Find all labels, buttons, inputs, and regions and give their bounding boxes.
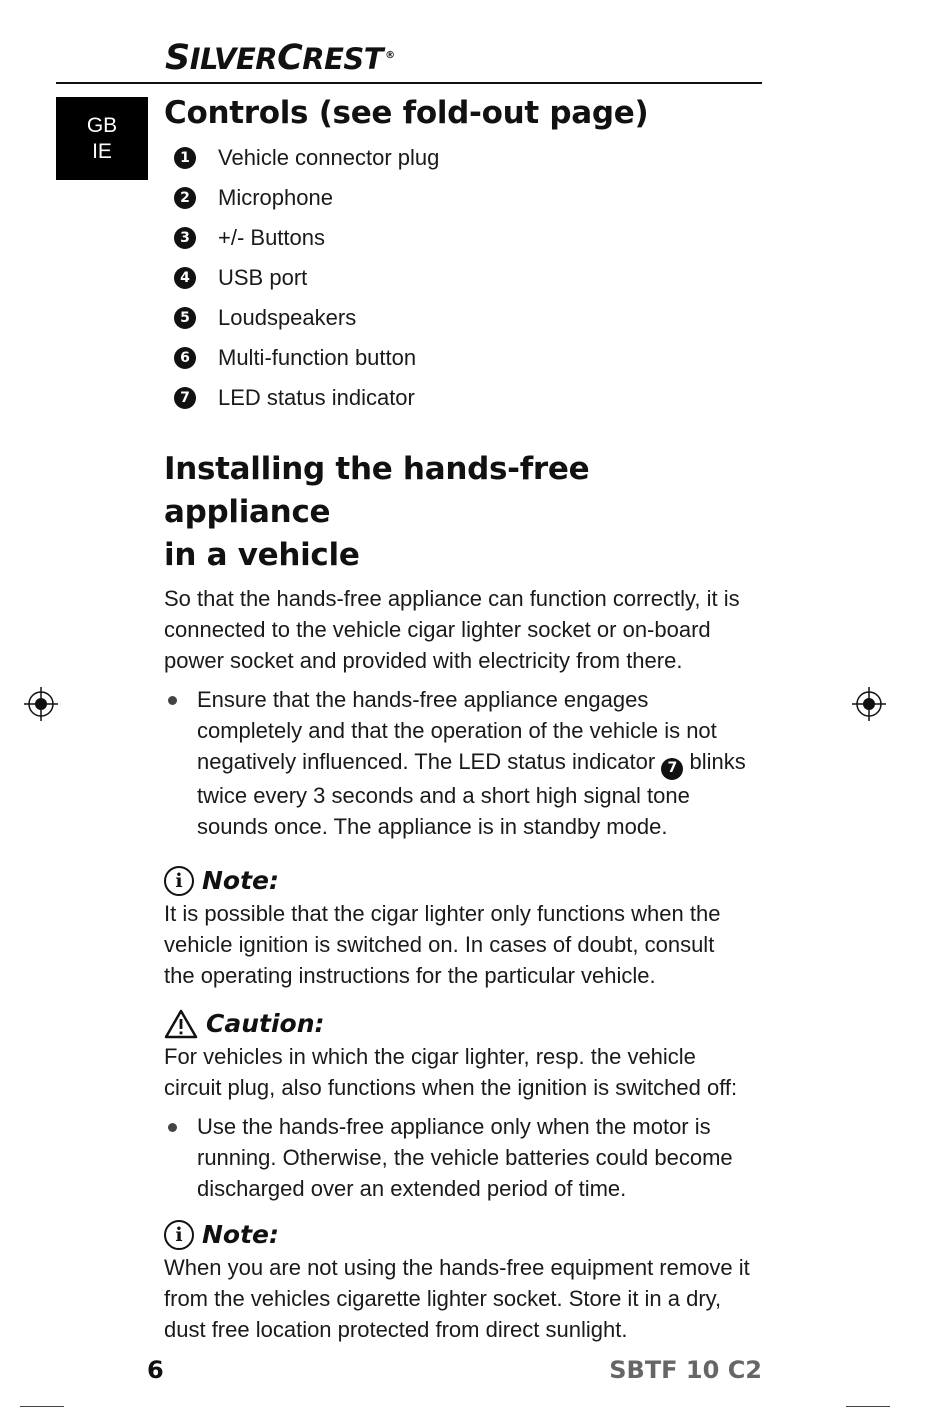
number-badge: 1 (174, 147, 196, 169)
number-badge: 5 (174, 307, 196, 329)
note-text: When you are not using the hands-free equipment remove it from the vehicles cigarette lighter socket. Store it in a dry, dust free location protected from direct sunlight. (164, 1254, 750, 1342)
control-label: Multi-function button (218, 345, 417, 370)
info-icon: i (164, 866, 194, 896)
caution-heading (164, 1007, 750, 1041)
number-badge: 2 (174, 187, 196, 209)
number-badge: 6 (174, 347, 196, 369)
brand-logo: SILVERCREST ® (165, 38, 395, 78)
bullet-text-start: Ensure that the hands-free appliance engages completely and that the operation of the vehicle is not negatively influenced. The LED status indicator (197, 687, 717, 774)
info-icon: i (164, 1220, 194, 1250)
control-label: LED status indicator (218, 385, 415, 410)
control-label: USB port (218, 265, 308, 290)
registration-mark-icon (852, 687, 886, 721)
installing-intro: So that the hands-free appliance can function correctly, it is connected to the vehicle cigar lighter socket or on-board power socket and provided with electricity from there. (164, 586, 740, 673)
control-label: Microphone (218, 185, 333, 210)
installing-bullets (164, 684, 750, 842)
language-code-gb: GB (86, 114, 118, 137)
control-label: Loudspeakers (218, 305, 357, 330)
list-item (164, 258, 750, 298)
language-tab (56, 97, 148, 180)
crop-mark (846, 1406, 890, 1407)
page-content (164, 92, 750, 1345)
list-item (164, 138, 750, 178)
installing-heading-line2: in a vehicle (164, 537, 360, 573)
list-item (164, 378, 750, 418)
number-badge: 3 (174, 227, 196, 249)
list-item (164, 218, 750, 258)
note-title: Note: (202, 866, 280, 895)
installing-heading (164, 448, 750, 577)
list-item (164, 338, 750, 378)
note-text: It is possible that the cigar lighter only functions when the vehicle ignition is switched on. In cases of doubt, consult the operating instructions for the particular vehicle. (164, 900, 721, 988)
control-label: Vehicle connector plug (218, 145, 440, 170)
caution-title: Caution: (206, 1009, 325, 1038)
controls-list (164, 138, 750, 418)
language-code-ie: IE (92, 140, 112, 163)
registration-mark-icon (24, 687, 58, 721)
page-number: 6 (147, 1356, 164, 1384)
note-heading (164, 864, 750, 898)
caution-text: For vehicles in which the cigar lighter, resp. the vehicle circuit plug, also functions when the ignition is switched off: (164, 1043, 738, 1100)
bullet-text-end: blinks twice every 3 seconds and a short high signal tone sounds once. The appliance is in standby mode. (197, 749, 746, 839)
controls-heading: Controls (see fold-out page) (164, 95, 649, 131)
crop-mark (20, 1406, 64, 1407)
note-heading (164, 1218, 750, 1252)
warning-icon (164, 1009, 198, 1039)
header-rule (56, 82, 762, 84)
control-label: +/- Buttons (218, 225, 326, 250)
note-title: Note: (202, 1220, 280, 1249)
caution-bullets (164, 1111, 750, 1204)
installing-heading-line1: Installing the hands-free appliance (164, 451, 590, 530)
number-badge: 4 (174, 267, 196, 289)
model-number: SBTF 10 C2 (609, 1356, 762, 1384)
list-item (164, 298, 750, 338)
list-item (164, 684, 750, 842)
list-item: Use the hands-free appliance only when the motor is running. Otherwise, the vehicle batteries could become discharged over an extended period of time. (164, 1111, 750, 1204)
list-item (164, 178, 750, 218)
number-badge: 7 (661, 758, 683, 780)
number-badge: 7 (174, 387, 196, 409)
